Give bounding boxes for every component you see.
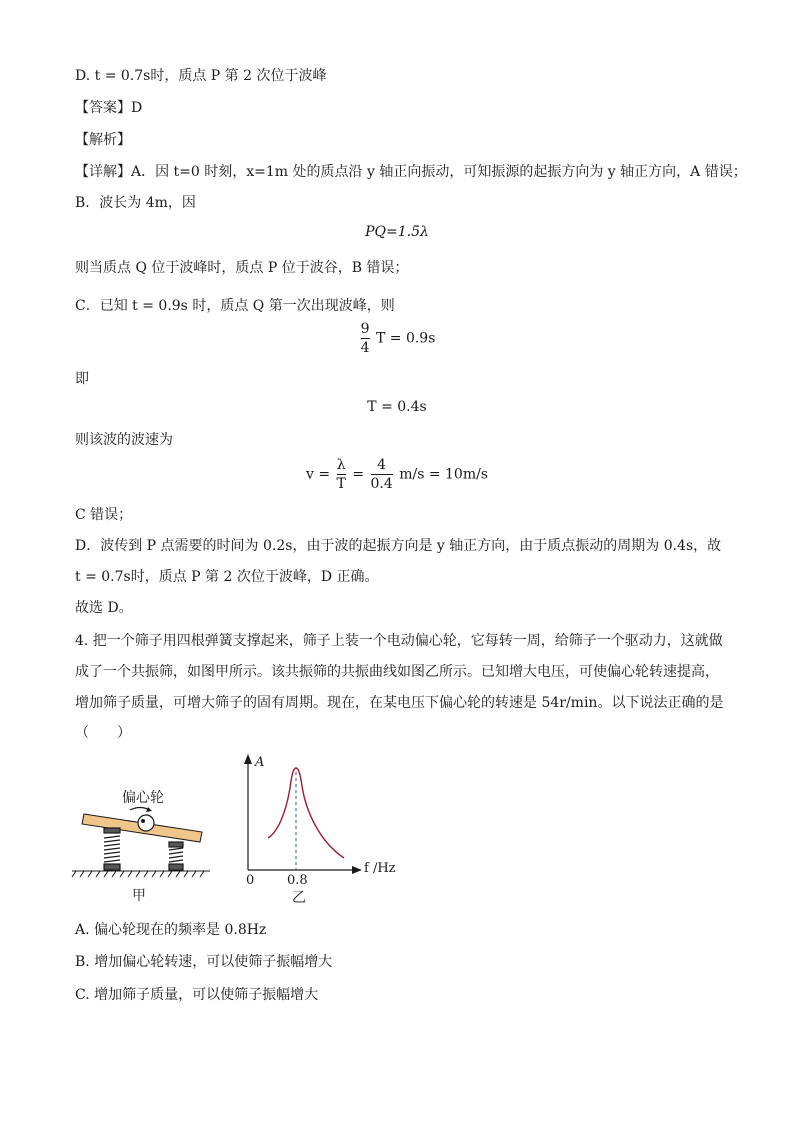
equation-period-1: [0, 320, 794, 357]
eccentric-wheel-label: 偏心轮: [122, 790, 164, 806]
figure-yi: [240, 752, 405, 912]
choose-d: 故选 D。: [75, 600, 133, 616]
speed-lhs: v =: [305, 466, 331, 483]
option-a: A. 偏心轮现在的频率是 0.8Hz: [75, 922, 267, 938]
detail-b-result: 则当质点 Q 位于波峰时，质点 P 位于波谷，B 错误；: [75, 260, 409, 276]
fraction-nine-quarters: [361, 320, 370, 357]
spring-left-icon: [104, 828, 120, 870]
ground-icon: [72, 871, 210, 877]
equation-rest: T = 0.9s: [375, 330, 436, 347]
equation-period-2: T = 0.4s: [367, 399, 427, 415]
detail-a: 【详解】A．因 t=0 时刻，x=1m 处的质点沿 y 轴正向振动，可知振源的起振方向为 y 轴正方向，A 错误；: [75, 164, 747, 180]
fraction-numerator: λ: [336, 457, 346, 473]
question-4-text: 4. 把一个筛子用四根弹簧支撑起来，筛子上装一个电动偏心轮，它每转一周，给筛子一个驱动力，这就做成了一个共振筛，如图甲所示。该共振筛的共振曲线如图乙所示。已知增大电压，可使偏心轮转速提高，增加筛子质量，可增大筛子的固有周期。现在，在某电压下偏心轮的转速是 54r/min。以下说法正确的是: [75, 633, 724, 711]
equation-pq: PQ=1.5λ: [365, 224, 429, 240]
resonance-curve: [268, 768, 344, 858]
fraction-denominator: 4: [360, 340, 370, 356]
spring-right-icon: [169, 842, 183, 870]
answer-label: 【答案】D: [75, 100, 143, 116]
y-axis-label: A: [255, 755, 265, 770]
x-axis-label: f /Hz: [364, 861, 396, 876]
option-b: B. 增加偏心轮转速，可以使筛子振幅增大: [75, 954, 333, 970]
detail-c-intro: C．已知 t = 0.9s 时，质点 Q 第一次出现波峰，则: [75, 298, 395, 314]
detail-d-line1: D．波传到 P 点需要的时间为 0.2s，由于波的起振方向是 y 轴正方向，由于质点振动的周期为 0.4s，故: [75, 538, 722, 554]
speed-result: m/s = 10m/s: [399, 466, 489, 483]
fraction-denominator: T: [336, 476, 346, 492]
figure-yi-caption: 乙: [292, 890, 306, 906]
fraction-numerator: 4: [377, 457, 387, 473]
option-d-previous: D. t = 0.7s时，质点 P 第 2 次位于波峰: [75, 68, 327, 84]
speed-intro: 则该波的波速为: [75, 432, 173, 448]
fraction-denominator: 0.4: [370, 476, 393, 492]
fraction-numerator: 9: [360, 321, 370, 337]
question-4-paren: （ ）: [75, 725, 131, 741]
analysis-label: 【解析】: [75, 132, 131, 148]
ji-word: 即: [75, 371, 89, 387]
option-c: C. 增加筛子质量，可以使筛子振幅增大: [75, 987, 319, 1003]
detail-d-line2: t = 0.7s时，质点 P 第 2 次位于波峰，D 正确。: [75, 569, 379, 585]
peak-tick-label: 0.8: [287, 873, 308, 888]
c-wrong: C 错误；: [75, 507, 133, 523]
equation-speed: [0, 456, 794, 493]
equals-sign: =: [352, 466, 365, 483]
fraction-lambda-over-t: [337, 456, 346, 493]
origin-label: 0: [246, 873, 255, 888]
eccentric-wheel-icon: [138, 815, 154, 831]
fraction-four-over-point-four: [371, 456, 393, 493]
figure-jia-caption: 甲: [132, 888, 146, 904]
detail-b-intro: B．波长为 4m，因: [75, 195, 196, 211]
figure-jia: [70, 780, 220, 910]
